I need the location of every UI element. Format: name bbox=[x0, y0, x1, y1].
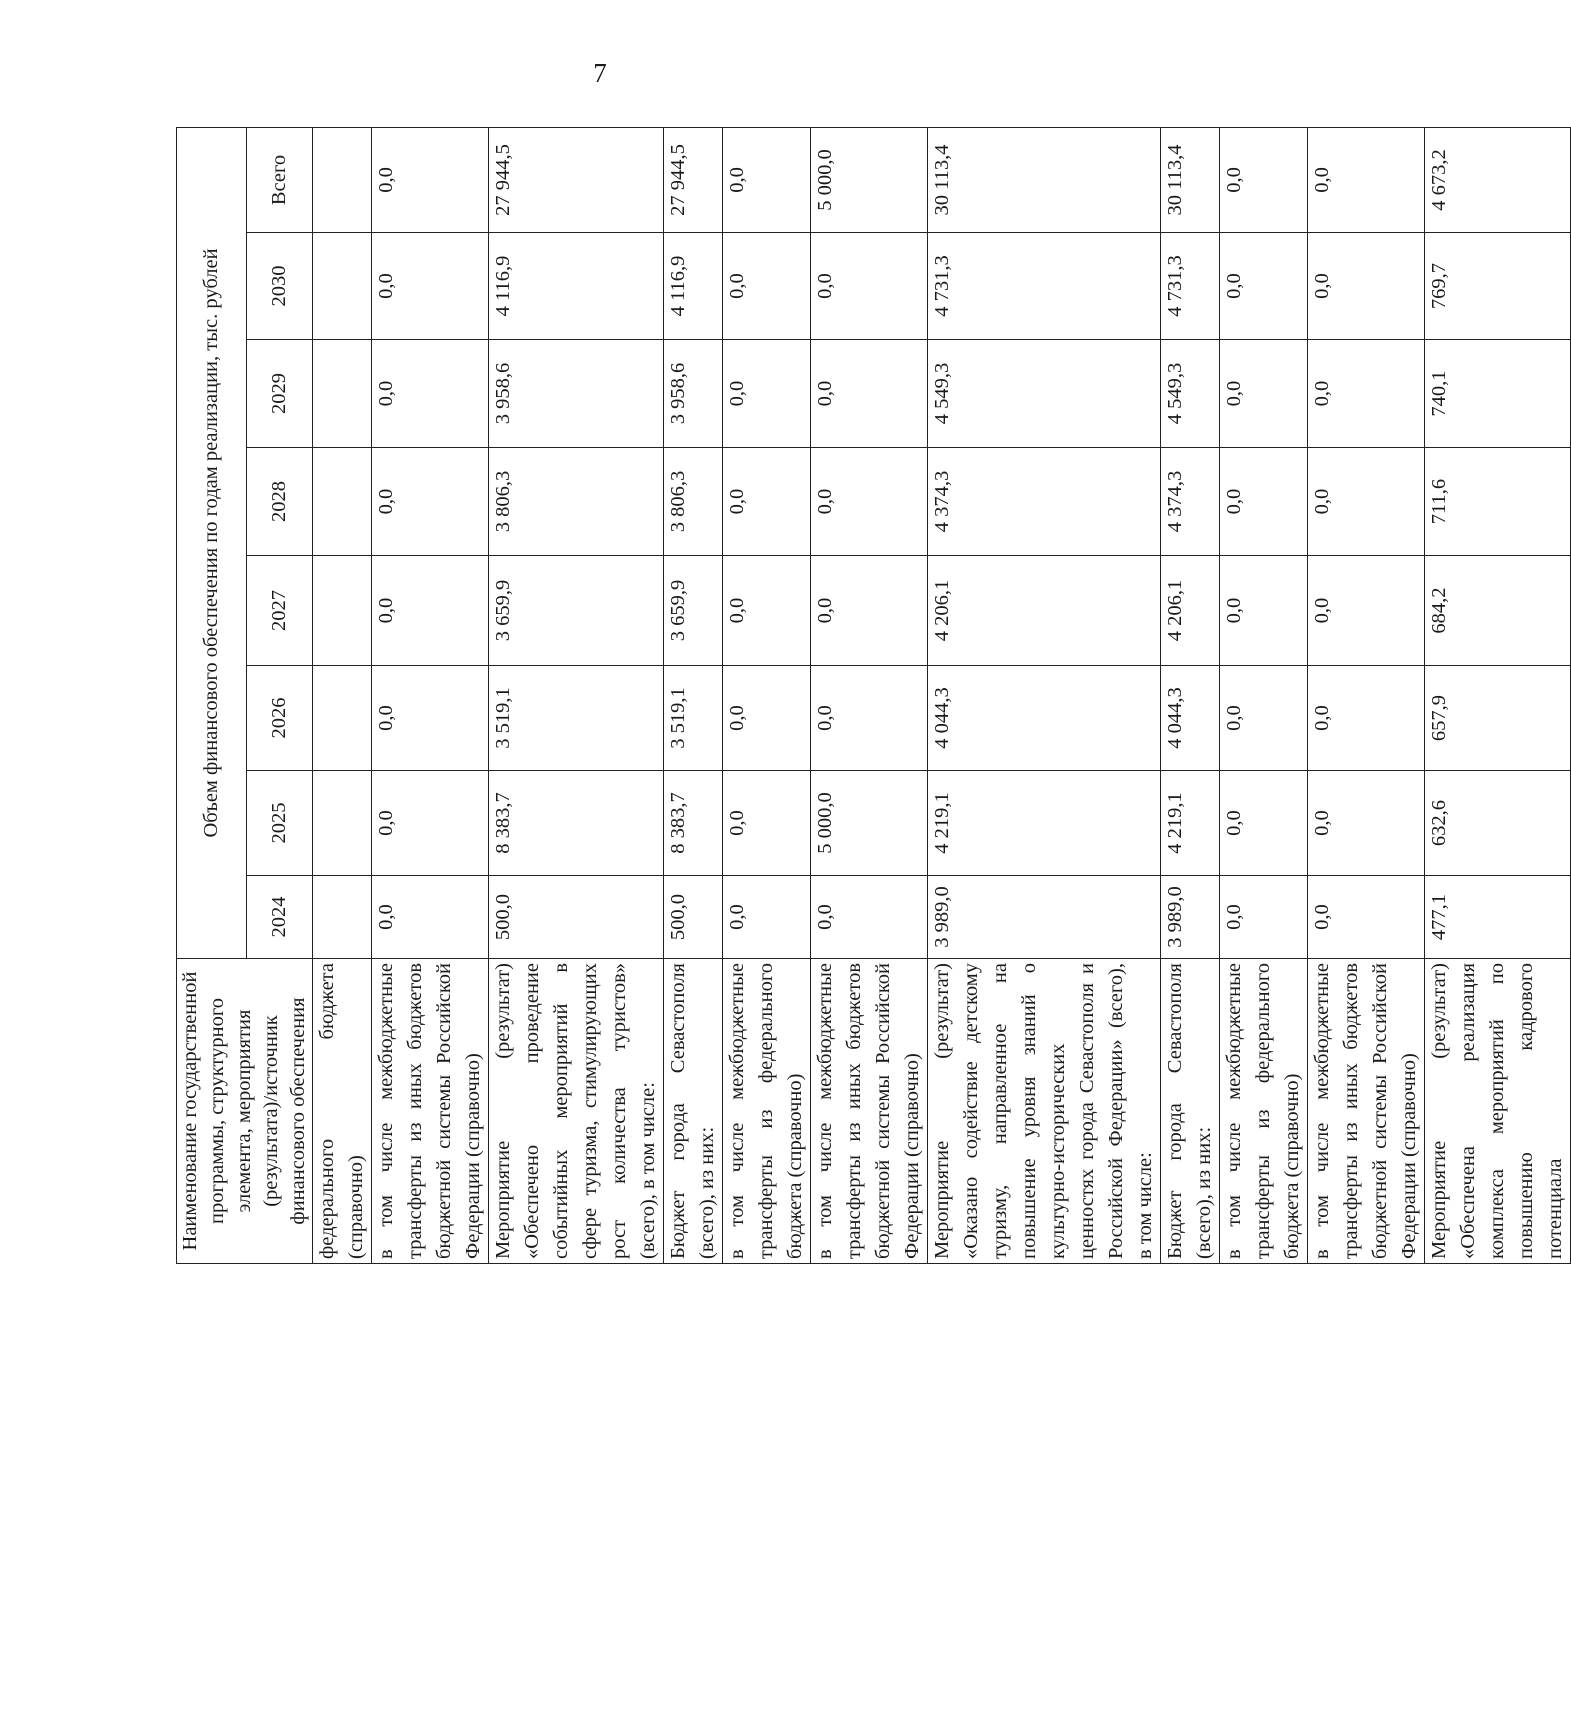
table-row bbox=[1161, 127, 1220, 1263]
row-name: Мероприятие (результат) «Обеспечено проведение событийных мероприятий в сфере туризма, стимулирующих рост количества туристов» (всего), в том числе: bbox=[489, 959, 664, 1264]
value-2025: 4 219,1 bbox=[928, 771, 1161, 876]
value-total: 0,0 bbox=[723, 127, 811, 232]
value-2030: 0,0 bbox=[372, 233, 489, 340]
value-total: 0,0 bbox=[1220, 127, 1308, 232]
financing-span-header: Объем финансового обеспечения по годам реализации, тыс. рублей bbox=[177, 127, 247, 958]
value-2027: 0,0 bbox=[723, 556, 811, 666]
value-2025: 0,0 bbox=[1220, 771, 1308, 876]
value-2026 bbox=[313, 666, 372, 771]
value-2026: 657,9 bbox=[1425, 666, 1571, 771]
value-2024: 477,1 bbox=[1425, 876, 1571, 959]
value-2027: 0,0 bbox=[811, 556, 928, 666]
value-2025: 5 000,0 bbox=[811, 771, 928, 876]
value-2024: 500,0 bbox=[489, 876, 664, 959]
value-2026: 4 044,3 bbox=[1161, 666, 1220, 771]
value-2030: 0,0 bbox=[1220, 233, 1308, 340]
financing-table bbox=[176, 127, 1571, 1264]
value-2025 bbox=[313, 771, 372, 876]
value-total bbox=[313, 127, 372, 232]
value-2027: 0,0 bbox=[1308, 556, 1425, 666]
value-2029: 4 549,3 bbox=[928, 340, 1161, 448]
value-2028: 0,0 bbox=[372, 448, 489, 556]
value-2026: 0,0 bbox=[372, 666, 489, 771]
value-2026: 4 044,3 bbox=[928, 666, 1161, 771]
value-total: 27 944,5 bbox=[664, 127, 723, 232]
value-2030 bbox=[313, 233, 372, 340]
value-2028: 3 806,3 bbox=[489, 448, 664, 556]
value-2026: 0,0 bbox=[1220, 666, 1308, 771]
table-row bbox=[928, 127, 1161, 1263]
value-2024: 500,0 bbox=[664, 876, 723, 959]
value-2025: 4 219,1 bbox=[1161, 771, 1220, 876]
value-2027: 4 206,1 bbox=[928, 556, 1161, 666]
value-2028: 0,0 bbox=[723, 448, 811, 556]
table-row bbox=[811, 127, 928, 1263]
value-2030: 4 731,3 bbox=[928, 233, 1161, 340]
value-2030: 4 116,9 bbox=[489, 233, 664, 340]
value-2025: 632,6 bbox=[1425, 771, 1571, 876]
value-total: 5 000,0 bbox=[811, 127, 928, 232]
value-2025: 8 383,7 bbox=[664, 771, 723, 876]
page-number: 7 bbox=[593, 58, 607, 88]
value-2024: 0,0 bbox=[811, 876, 928, 959]
value-2024: 0,0 bbox=[372, 876, 489, 959]
value-2030: 4 116,9 bbox=[664, 233, 723, 340]
header-row-1 bbox=[177, 127, 247, 1263]
total-header: Всего bbox=[246, 127, 312, 232]
table-row bbox=[664, 127, 723, 1263]
table-row bbox=[723, 127, 811, 1263]
value-2030: 0,0 bbox=[723, 233, 811, 340]
value-2028: 711,6 bbox=[1425, 448, 1571, 556]
value-2025: 0,0 bbox=[372, 771, 489, 876]
value-2024: 3 989,0 bbox=[1161, 876, 1220, 959]
value-2027: 0,0 bbox=[372, 556, 489, 666]
value-2030: 769,7 bbox=[1425, 233, 1571, 340]
value-2030: 0,0 bbox=[1308, 233, 1425, 340]
value-total: 27 944,5 bbox=[489, 127, 664, 232]
value-2027: 3 659,9 bbox=[489, 556, 664, 666]
value-2030: 0,0 bbox=[811, 233, 928, 340]
row-name: в том числе межбюджетные трансферты из иных бюджетов бюджетной системы Российской Федерации (справочно) bbox=[372, 959, 489, 1264]
value-2030: 4 731,3 bbox=[1161, 233, 1220, 340]
value-2027 bbox=[313, 556, 372, 666]
value-2025: 0,0 bbox=[1308, 771, 1425, 876]
row-name: в том числе межбюджетные трансферты из иных бюджетов бюджетной системы Российской Федерации (справочно) bbox=[811, 959, 928, 1264]
row-name: Мероприятие (результат) «Оказано содействие детскому туризму, направленное на повышение уровня знаний о культурно-исторических ценностях города Севастополя и Российской Федерации» (всего), в том числе: bbox=[928, 959, 1161, 1264]
value-2029: 0,0 bbox=[1220, 340, 1308, 448]
value-total: 0,0 bbox=[1308, 127, 1425, 232]
row-name: в том числе межбюджетные трансферты из федерального бюджета (справочно) bbox=[723, 959, 811, 1264]
year-header-2028: 2028 bbox=[246, 448, 312, 556]
row-name: федерального бюджета (справочно) bbox=[313, 959, 372, 1264]
value-2028: 0,0 bbox=[1308, 448, 1425, 556]
value-2026: 0,0 bbox=[811, 666, 928, 771]
value-2029: 0,0 bbox=[372, 340, 489, 448]
value-2029: 0,0 bbox=[811, 340, 928, 448]
table-row bbox=[1220, 127, 1308, 1263]
value-total: 4 673,2 bbox=[1425, 127, 1571, 232]
year-header-2027: 2027 bbox=[246, 556, 312, 666]
table-row bbox=[1308, 127, 1425, 1263]
name-column-header: Наименование государственной программы, структурного элемента, мероприятия (результата)/источник финансового обеспечения bbox=[177, 959, 313, 1264]
value-2029: 3 958,6 bbox=[489, 340, 664, 448]
value-2029: 4 549,3 bbox=[1161, 340, 1220, 448]
value-2029: 0,0 bbox=[1308, 340, 1425, 448]
value-2028: 3 806,3 bbox=[664, 448, 723, 556]
value-2024 bbox=[313, 876, 372, 959]
value-2028: 4 374,3 bbox=[928, 448, 1161, 556]
table-row bbox=[1425, 127, 1571, 1263]
year-header-2029: 2029 bbox=[246, 340, 312, 448]
value-2024: 0,0 bbox=[1308, 876, 1425, 959]
table-row bbox=[313, 127, 372, 1263]
value-2025: 8 383,7 bbox=[489, 771, 664, 876]
value-total: 30 113,4 bbox=[928, 127, 1161, 232]
value-2027: 684,2 bbox=[1425, 556, 1571, 666]
value-2028: 0,0 bbox=[1220, 448, 1308, 556]
value-2028 bbox=[313, 448, 372, 556]
value-2026: 0,0 bbox=[723, 666, 811, 771]
value-2029 bbox=[313, 340, 372, 448]
row-name: в том числе межбюджетные трансферты из федерального бюджета (справочно) bbox=[1220, 959, 1308, 1264]
year-header-2026: 2026 bbox=[246, 666, 312, 771]
value-2024: 0,0 bbox=[1220, 876, 1308, 959]
value-total: 30 113,4 bbox=[1161, 127, 1220, 232]
value-2029: 740,1 bbox=[1425, 340, 1571, 448]
table-row bbox=[489, 127, 664, 1263]
value-2024: 0,0 bbox=[723, 876, 811, 959]
value-2026: 3 519,1 bbox=[664, 666, 723, 771]
value-2028: 0,0 bbox=[811, 448, 928, 556]
rotated-table-wrapper bbox=[176, 128, 1566, 1264]
value-2028: 4 374,3 bbox=[1161, 448, 1220, 556]
row-name: Мероприятие (результат) «Обеспечена реализация комплекса мероприятий по повышению кадрового потенциала bbox=[1425, 959, 1571, 1264]
row-name: Бюджет города Севастополя (всего), из них: bbox=[664, 959, 723, 1264]
value-2026: 3 519,1 bbox=[489, 666, 664, 771]
row-name: Бюджет города Севастополя (всего), из них: bbox=[1161, 959, 1220, 1264]
year-header-2024: 2024 bbox=[246, 876, 312, 959]
value-2027: 3 659,9 bbox=[664, 556, 723, 666]
value-2029: 0,0 bbox=[723, 340, 811, 448]
year-header-2025: 2025 bbox=[246, 771, 312, 876]
value-2027: 0,0 bbox=[1220, 556, 1308, 666]
row-name: в том числе межбюджетные трансферты из иных бюджетов бюджетной системы Российской Федерации (справочно) bbox=[1308, 959, 1425, 1264]
value-2029: 3 958,6 bbox=[664, 340, 723, 448]
value-2026: 0,0 bbox=[1308, 666, 1425, 771]
year-header-2030: 2030 bbox=[246, 233, 312, 340]
value-total: 0,0 bbox=[372, 127, 489, 232]
table-row bbox=[372, 127, 489, 1263]
value-2025: 0,0 bbox=[723, 771, 811, 876]
value-2024: 3 989,0 bbox=[928, 876, 1161, 959]
value-2027: 4 206,1 bbox=[1161, 556, 1220, 666]
